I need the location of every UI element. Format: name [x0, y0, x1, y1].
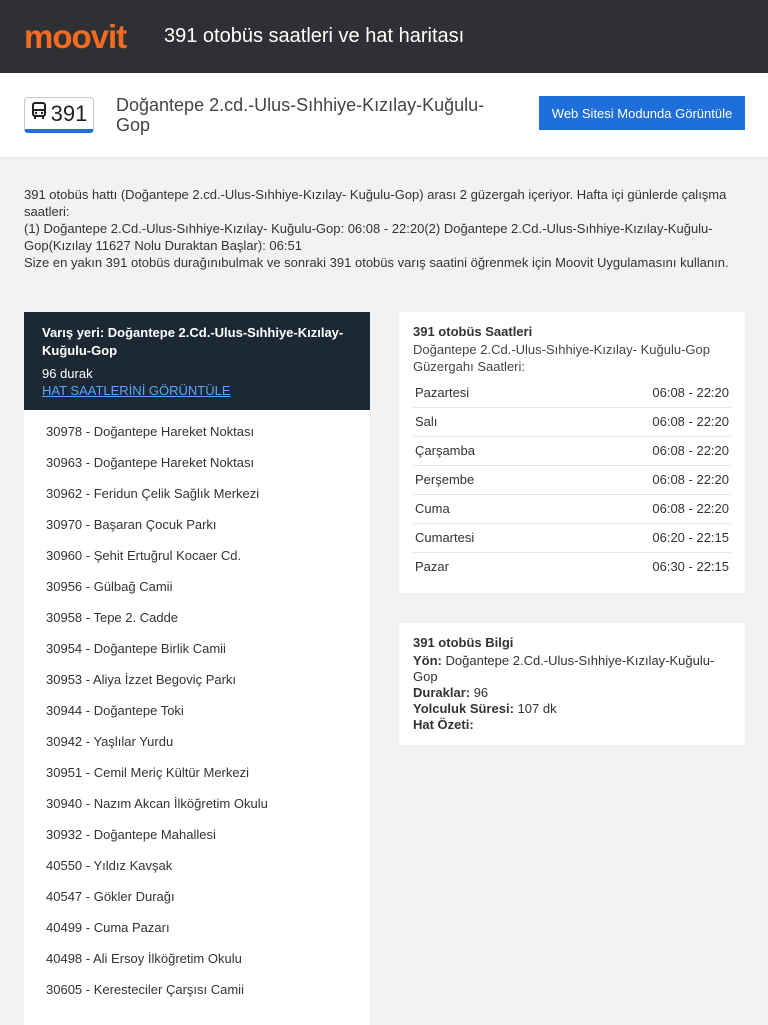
info-card	[399, 623, 745, 745]
description-line: 391 otobüs hattı (Doğantepe 2.cd.-Ulus-Sıhhiye-Kızılay- Kuğulu-Gop) arası 2 güzergah içeriyor. Hafta içi günlerde çalışma saatleri:	[24, 187, 727, 219]
info-direction	[413, 653, 731, 685]
schedule-subtitle: Doğantepe 2.Cd.-Ulus-Sıhhiye-Kızılay- Kuğulu-Gop Güzergahı Saatleri:	[413, 342, 710, 374]
schedule-hours: 06:08 - 22:20	[652, 443, 729, 458]
route-name: Doğantepe 2.cd.-Ulus-Sıhhiye-Kızılay-Kuğulu-Gop	[116, 95, 485, 135]
stop-item[interactable]: 30944 - Doğantepe Toki	[46, 703, 184, 718]
stops-list	[24, 410, 370, 1025]
stops-panel	[24, 312, 370, 1025]
schedule-row	[413, 408, 731, 437]
stop-item[interactable]: 30942 - Yaşlılar Yurdu	[46, 734, 174, 749]
duration-label: Yolculuk Süresi:	[413, 701, 514, 716]
stops-value: 96	[473, 685, 489, 700]
top-bar	[0, 0, 768, 73]
web-mode-button[interactable]: Web Sitesi Modunda Görüntüle	[539, 96, 745, 130]
info-duration	[413, 701, 731, 717]
stop-item[interactable]: 30960 - Şehit Ertuğrul Kocaer Cd.	[46, 548, 242, 563]
schedule-day: Salı	[415, 414, 438, 429]
stop-item[interactable]: 30963 - Doğantepe Hareket Noktası	[46, 455, 255, 470]
schedule-day: Perşembe	[415, 472, 475, 487]
schedule-hours: 06:08 - 22:20	[652, 414, 729, 429]
view-schedule-link[interactable]: HAT SAATLERİNİ GÖRÜNTÜLE	[42, 383, 231, 398]
description-line: Size en yakın 391 otobüs durağınıbulmak ve sonraki 391 otobüs varış saatini öğrenmek için Moovit Uygulamasını kullanın.	[24, 255, 729, 270]
info-stops	[413, 685, 731, 701]
schedule-row	[413, 466, 731, 495]
stop-item[interactable]: 30956 - Gülbağ Camii	[46, 579, 173, 594]
destination-box	[24, 312, 370, 410]
stop-item[interactable]: 30940 - Nazım Akcan İlköğretim Okulu	[46, 796, 268, 811]
stop-item[interactable]: 30954 - Doğantepe Birlik Camii	[46, 641, 226, 656]
schedule-day: Cumartesi	[415, 530, 475, 545]
schedule-day: Cuma	[415, 501, 450, 516]
schedule-day: Pazartesi	[415, 385, 470, 400]
schedule-hours: 06:08 - 22:20	[652, 501, 729, 516]
page-title: 391 otobüs saatleri ve hat haritası	[164, 25, 465, 47]
moovit-logo[interactable]: moovit	[24, 17, 127, 55]
schedule-row	[413, 553, 731, 581]
schedule-title: 391 otobüs Saatleri	[413, 324, 533, 339]
schedule-hours: 06:08 - 22:20	[652, 472, 729, 487]
destination-title: Varış yeri: Doğantepe 2.Cd.-Ulus-Sıhhiye-Kızılay- Kuğulu-Gop	[42, 325, 344, 358]
direction-label: Yön:	[413, 653, 442, 668]
stop-item[interactable]: 40550 - Yıldız Kavşak	[46, 858, 173, 873]
stop-item[interactable]: 30978 - Doğantepe Hareket Noktası	[46, 424, 255, 439]
stops-label: Duraklar:	[413, 685, 471, 700]
stop-item[interactable]: 30958 - Tepe 2. Cadde	[46, 610, 179, 625]
info-summary	[413, 717, 731, 733]
stop-item[interactable]: 40499 - Cuma Pazarı	[46, 920, 170, 935]
route-header	[0, 73, 768, 158]
stop-item[interactable]: 30970 - Başaran Çocuk Parkı	[46, 517, 217, 532]
stop-item[interactable]: 30932 - Doğantepe Mahallesi	[46, 827, 216, 842]
stop-item[interactable]: 40547 - Gökler Durağı	[46, 889, 175, 904]
schedule-hours: 06:20 - 22:15	[652, 530, 729, 545]
bus-icon	[31, 102, 47, 125]
stop-item[interactable]: 30605 - Keresteciler Çarşısı Camii	[46, 982, 244, 997]
schedule-row	[413, 379, 731, 408]
schedule-card	[399, 312, 745, 593]
schedule-row	[413, 437, 731, 466]
schedule-hours: 06:08 - 22:20	[652, 385, 729, 400]
stops-count: 96 durak	[42, 366, 93, 381]
info-title: 391 otobüs Bilgi	[413, 635, 514, 650]
summary-label: Hat Özeti:	[413, 717, 474, 732]
stop-item[interactable]: 30962 - Feridun Çelik Sağlık Merkezi	[46, 486, 260, 501]
schedule-row	[413, 495, 731, 524]
schedule-table	[413, 379, 731, 581]
right-panel	[399, 312, 745, 775]
line-badge	[24, 97, 94, 133]
direction-value: Doğantepe 2.Cd.-Ulus-Sıhhiye-Kızılay-Kuğulu-Gop	[413, 653, 715, 684]
stop-item[interactable]: 40498 - Ali Ersoy İlköğretim Okulu	[46, 951, 242, 966]
stop-item[interactable]: 30953 - Aliya İzzet Begoviç Parkı	[46, 672, 237, 687]
schedule-day: Çarşamba	[415, 443, 475, 458]
duration-value: 107 dk	[517, 701, 557, 716]
description-line: (1) Doğantepe 2.Cd.-Ulus-Sıhhiye-Kızılay- Kuğulu-Gop: 06:08 - 22:20(2) Doğantepe 2.Cd.-Ulus-Sıhhiye-Kızılay-Kuğulu-Gop(Kızılay 11627 Nolu Duraktan Başlar): 06:51	[24, 221, 713, 253]
schedule-day: Pazar	[415, 559, 449, 574]
schedule-hours: 06:30 - 22:15	[652, 559, 729, 574]
schedule-row	[413, 524, 731, 553]
line-number: 391	[50, 100, 88, 126]
stop-item[interactable]: 30951 - Cemil Meriç Kültür Merkezi	[46, 765, 250, 780]
route-description	[0, 158, 768, 271]
